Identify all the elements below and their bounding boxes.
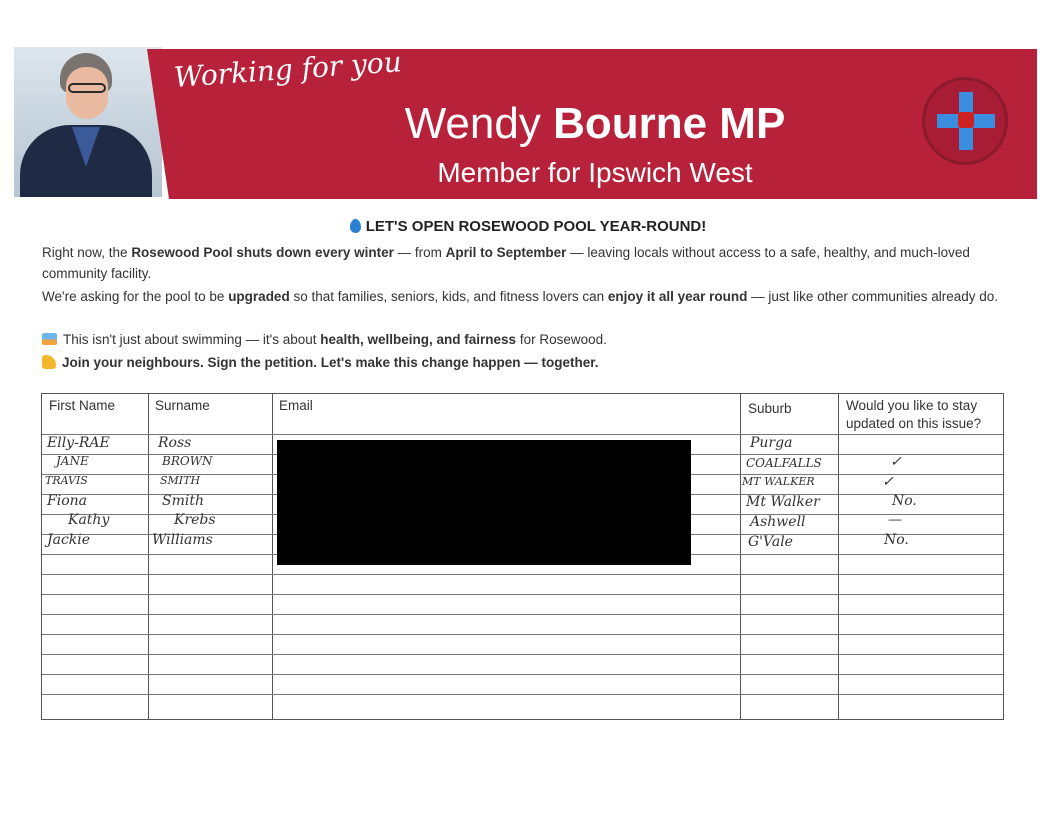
portrait-glasses [68, 83, 106, 93]
row5-updates: — [888, 512, 902, 528]
redacted-email-block [277, 440, 691, 565]
p1-text-e: — leaving locals without access to a safe, healthy, and much-loved community facility. [42, 245, 970, 281]
p1-text-c: — from [393, 245, 446, 260]
row1-suburb: Purga [750, 435, 793, 451]
mp-last-name: Bourne MP [553, 99, 786, 148]
p2-text-a: We're asking for the pool to be [42, 289, 229, 304]
intro-paragraph [42, 242, 1002, 284]
row1-first-name: Elly-RAE [47, 435, 110, 451]
swimming-line [42, 329, 1002, 350]
row2-first-name: JANE [56, 454, 89, 468]
p3-text-b: health, wellbeing, and fairness [320, 332, 517, 347]
row5-first-name: Kathy [68, 512, 110, 528]
row5-surname: Krebs [174, 512, 216, 528]
row3-suburb: MT WALKER [742, 475, 815, 488]
cta-text: Join your neighbours. Sign the petition. Let's make this change happen — together. [62, 355, 599, 370]
header-banner [14, 47, 1037, 199]
col-header-surname: Surname [155, 398, 210, 413]
mp-title: Member for Ipswich West [437, 157, 753, 188]
p3-text-c: for Rosewood. [516, 332, 607, 347]
row4-updates: No. [892, 493, 917, 509]
row2-surname: BROWN [162, 454, 213, 468]
megaphone-icon [42, 355, 56, 369]
p1-text-d: April to September [445, 245, 567, 260]
col-header-first-name: First Name [49, 398, 116, 413]
row4-surname: Smith [162, 493, 204, 509]
p1-text-a: Right now, the [42, 245, 132, 260]
p2-text-e: — just like other communities already do. [747, 289, 998, 304]
queensland-crest-logo [922, 77, 1008, 165]
heading-text: LET'S OPEN ROSEWOOD POOL YEAR-ROUND! [365, 218, 707, 235]
p3-text-a: This isn't just about swimming — it's about [63, 332, 321, 347]
row2-updates: ✓ [890, 454, 902, 470]
petition-heading [0, 218, 1056, 235]
row6-updates: No. [884, 532, 909, 548]
row3-updates: ✓ [882, 474, 894, 490]
row6-first-name: Jackie [47, 532, 91, 548]
request-paragraph [42, 286, 1002, 307]
row3-first-name: TRAVIS [45, 474, 88, 487]
p2-text-d: enjoy it all year round [607, 289, 748, 304]
p1-text-b: Rosewood Pool shuts down every winter [131, 245, 394, 260]
portrait-face [66, 67, 108, 119]
mp-portrait-photo [14, 47, 162, 197]
row2-suburb: COALFALLS [746, 456, 822, 470]
call-to-action-line [42, 352, 1002, 373]
col-header-email: Email [279, 398, 313, 413]
water-drop-icon [350, 219, 361, 233]
p2-text-b: upgraded [228, 289, 290, 304]
mp-name [380, 99, 810, 149]
row4-first-name: Fiona [47, 493, 87, 509]
swimming-pool-icon [42, 333, 57, 345]
row5-suburb: Ashwell [750, 514, 806, 530]
row6-surname: Williams [152, 532, 213, 548]
row1-surname: Ross [158, 435, 192, 451]
col-header-updates: Would you like to stay updated on this issue? [846, 398, 982, 431]
banner-tagline: Working for you [172, 45, 403, 94]
p2-text-c: so that families, seniors, kids, and fitness lovers can [289, 289, 608, 304]
col-header-suburb: Suburb [748, 401, 792, 416]
row6-suburb: G'Vale [748, 534, 793, 550]
row3-surname: SMITH [160, 474, 201, 487]
row4-suburb: Mt Walker [746, 494, 820, 510]
mp-first-name: Wendy [404, 99, 541, 148]
